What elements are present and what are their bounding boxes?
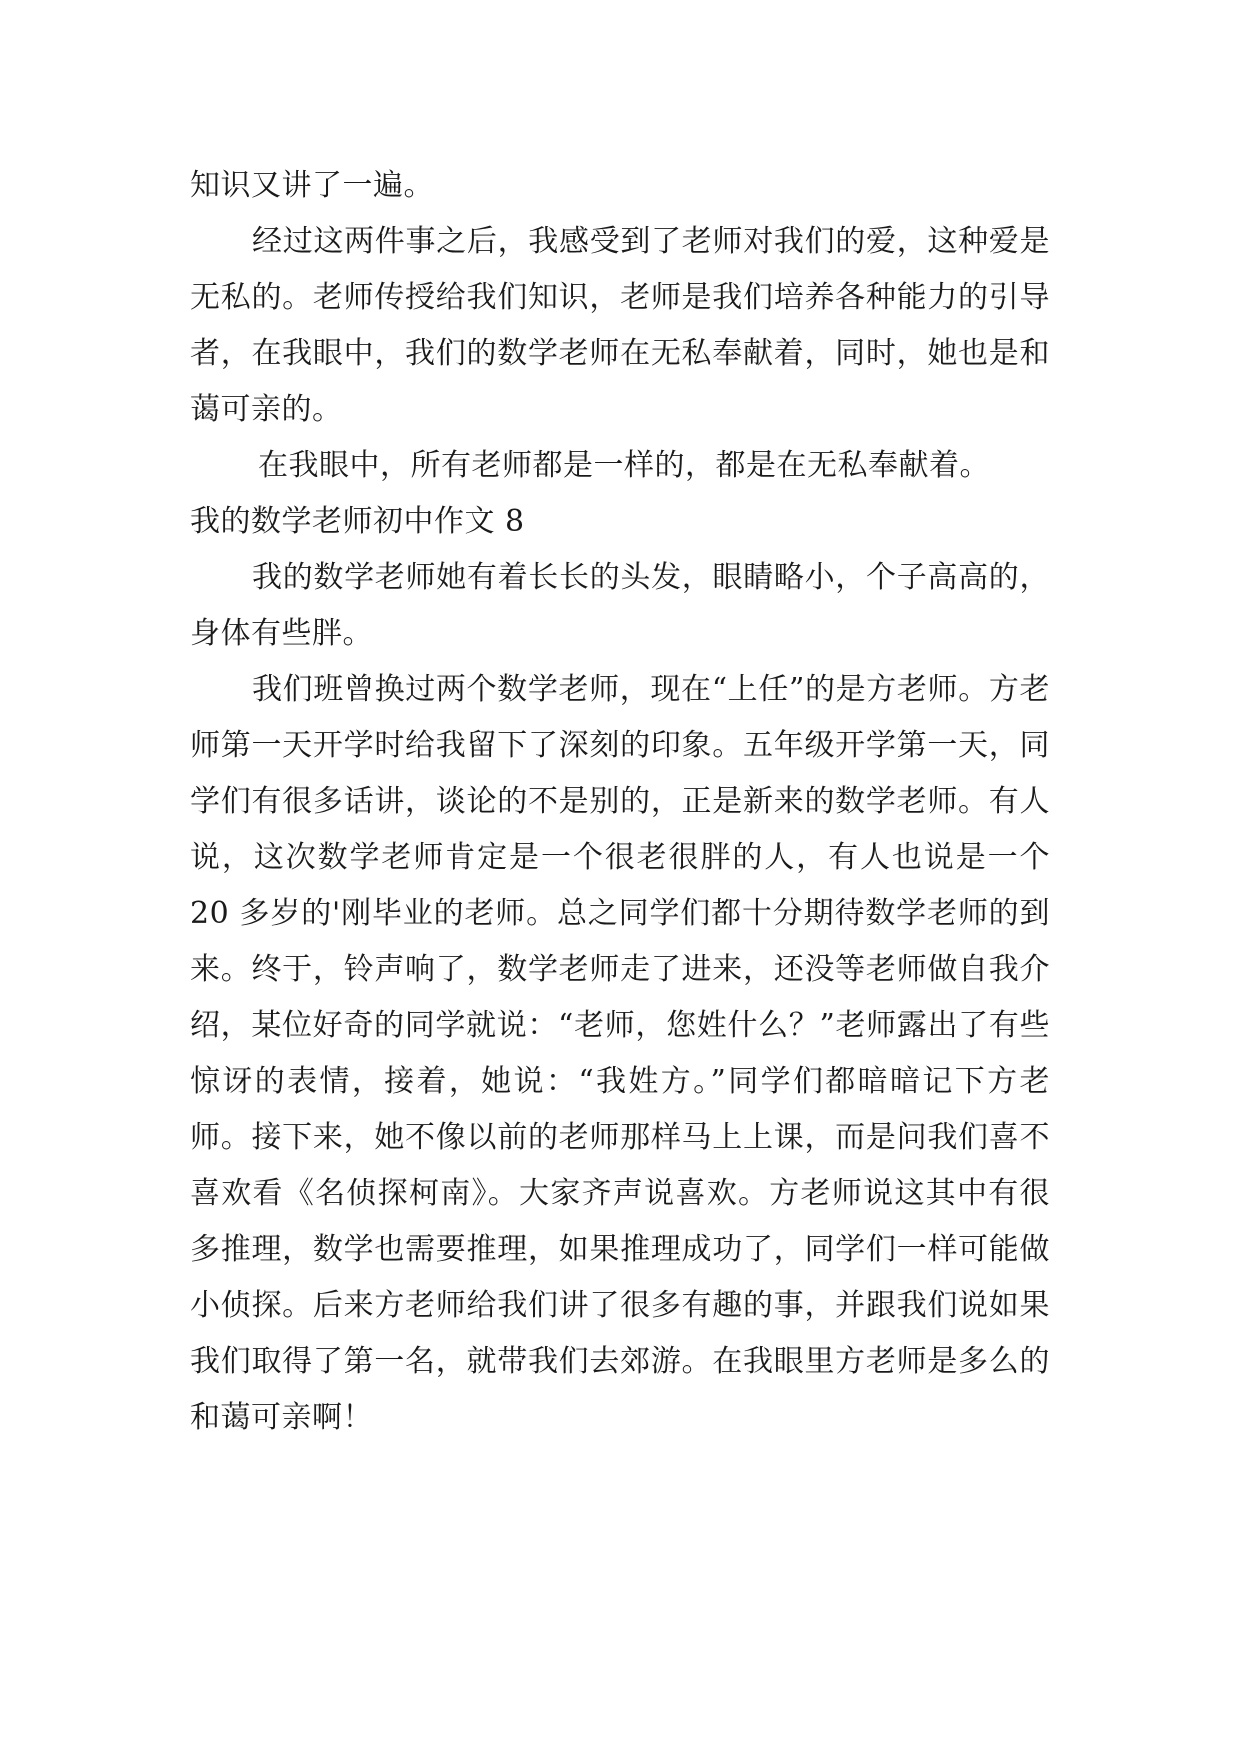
essay-heading: 我的数学老师初中作文 8 [190, 504, 525, 539]
paragraph-continuation: 知识又讲了一遍。 [190, 168, 434, 203]
paragraph-story: 我们班曾换过两个数学老师，现在“上任”的是方老师。方老师第一天开学时给我留下了深刻的印象。五年级开学第一天，同学们有很多话讲，谈论的不是别的，正是新来的数学老师。有人说，这次数学老师肯定是一个很老很胖的人，有人也说是一个 20 多岁的'刚毕业的老师。总之同学们都十分期待数学老师的到来。终于，铃声响了，数学老师走了进来，还没等老师做自我介绍，某位好奇的同学就说：“老师，您姓什么？”老师露出了有些惊讶的表情，接着，她说：“我姓方。”同学们都暗暗记下方老师。接下来，她不像以前的老师那样马上上课，而是问我们喜不喜欢看《名侦探柯南》。大家齐声说喜欢。方老师说这其中有很多推理，数学也需要推理，如果推理成功了，同学们一样可能做小侦探。后来方老师给我们讲了很多有趣的事，并跟我们说如果我们取得了第一名，就带我们去郊游。在我眼里方老师是多么的和蔼可亲啊！ [190, 672, 1050, 1435]
paragraph-description: 我的数学老师她有着长长的头发，眼睛略小，个子高高的，身体有些胖。 [190, 560, 1050, 651]
paragraph-conclusion: 在我眼中，所有老师都是一样的，都是在无私奉献着。 [258, 448, 990, 483]
document-body [190, 158, 1050, 1446]
paragraph-reflection: 经过这两件事之后，我感受到了老师对我们的爱，这种爱是无私的。老师传授给我们知识，老师是我们培养各种能力的引导者，在我眼中，我们的数学老师在无私奉献着，同时，她也是和蔼可亲的。 [190, 224, 1050, 427]
